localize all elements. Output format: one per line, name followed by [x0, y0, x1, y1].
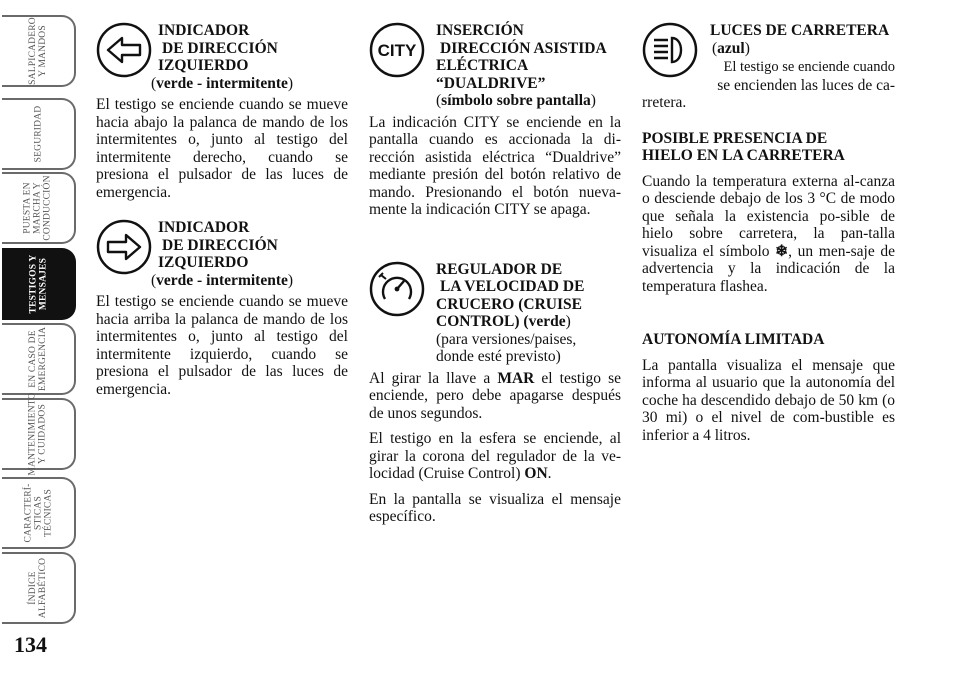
turn-right-title-1: INDICADOR: [158, 219, 250, 236]
ice-body: Cuando la temperatura externa al-canza o desciende debajo de los 3 °C de modo que señala la existencia po-sible de hielo sobre carretera, la pan-talla visualiza el símbolo ❄, un men-saje de advertencia y la indicación de la temperatura flashea.: [642, 172, 895, 295]
range-body: La pantalla visualiza el mensaje que informa al usuario que la autonomía del coche ha descendido debajo de 50 km (o 30 mi) o el nivel de com-bustible es inferior a 4 litros.: [642, 356, 895, 444]
turn-left-body: El testigo se enciende cuando se mueve hacia abajo la palanca de mando de los intermitentes o, junto al testigo del intermitente derecho, cuando se presiona el pulsador de las luces de emergencia.: [96, 96, 348, 201]
turn-right-arrow-icon: [96, 219, 152, 275]
turn-left-title-2: DE DIRECCIÓN: [162, 39, 278, 57]
turn-right-title-2: DE DIRECCIÓN: [162, 236, 278, 254]
column-2: [369, 22, 621, 534]
tab-puesta-en-marcha[interactable]: PUESTA EN MARCHA Y CONDUCCIÓN: [2, 172, 76, 244]
cruise-title-3: CRUCERO (CRUISE: [436, 295, 582, 313]
range-heading: AUTONOMÍA LIMITADA: [642, 331, 825, 348]
city-title-3: ELÉCTRICA: [436, 57, 529, 74]
high-beam-color: (azul): [712, 39, 750, 57]
tab-seguridad[interactable]: SEGURIDAD: [2, 98, 76, 170]
cruise-note-1: (para versiones/paises,: [436, 330, 577, 348]
turn-right-section: [96, 219, 348, 398]
cruise-body-2: El testigo en la esfera se enciende, al girar la corona del regulador de la ve-locidad (Cruise Control) ON.: [369, 430, 621, 482]
city-title-1: INSERCIÓN: [436, 22, 524, 39]
page-number: 134: [14, 632, 47, 657]
turn-right-title-3: IZQUIERDO: [158, 254, 249, 271]
turn-right-color: (verde - intermitente): [151, 271, 294, 289]
tab-emergencia[interactable]: EN CASO DE EMERGENCIA: [2, 323, 76, 395]
city-icon-label: CITY: [377, 41, 417, 60]
high-beam-body-1: El testigo se enciende cuando: [723, 59, 895, 75]
cruise-control-icon: [369, 261, 425, 317]
range-section: [642, 331, 895, 444]
city-title-2: DIRECCIÓN ASISTIDA: [440, 39, 607, 57]
ice-section: [642, 130, 895, 296]
tab-caracteristicas[interactable]: CARACTERÍ- STICAS TÉCNICAS: [2, 477, 76, 549]
cruise-body-3: En la pantalla se visualiza el mensaje específico.: [369, 490, 621, 525]
cruise-title-2: LA VELOCIDAD DE: [440, 278, 585, 295]
turn-left-color: (verde - intermitente): [151, 74, 294, 92]
cruise-note-2: donde esté previsto): [436, 348, 561, 365]
city-subtitle: (símbolo sobre pantalla): [436, 92, 596, 109]
tab-indice[interactable]: ÍNDICE ALFABÉTICO: [2, 552, 76, 624]
high-beam-section: [642, 22, 895, 112]
turn-left-title-3: IZQUIERDO: [158, 57, 249, 74]
turn-right-body: El testigo se enciende cuando se mueve hacia arriba la palanca de mando de los intermitentes o, junto al testigo del intermitente izquierdo, cuando se presiona el pulsador de las luces de emergencia.: [96, 293, 348, 398]
city-body: La indicación CITY se enciende en la pantalla cuando es accionada la di-rección asistida eléctrica “Dualdrive” mediante presión del botón relativo de mando. Presionando el botón nueva-mente la indicación CITY se apaga.: [369, 113, 621, 218]
cruise-title-4: CONTROL) (verde): [436, 313, 571, 330]
tab-salpicadero[interactable]: SALPICADERO Y MANDOS: [2, 15, 76, 87]
turn-left-section: [96, 22, 348, 201]
snowflake-icon: ❄: [775, 242, 789, 260]
tab-testigos-mensajes[interactable]: TESTIGOS Y MENSAJES: [2, 248, 76, 320]
turn-left-title-1: INDICADOR: [158, 22, 250, 39]
cruise-section: [369, 261, 621, 526]
ice-heading-1: POSIBLE PRESENCIA DE: [642, 129, 828, 147]
cruise-body-1: Al girar la llave a MAR el testigo se enciende, pero debe apagarse después de unos segundos.: [369, 369, 621, 422]
city-section: [369, 22, 621, 219]
high-beam-icon: [642, 22, 698, 78]
high-beam-body-3: rretera.: [642, 94, 687, 111]
turn-left-arrow-icon: [96, 22, 152, 78]
tab-mantenimiento[interactable]: MANTENIMIENTO Y CUIDADOS: [2, 398, 76, 470]
high-beam-body-2: se encienden las luces de ca-: [717, 76, 895, 94]
cruise-title-1: REGULADOR DE: [436, 260, 563, 278]
city-steering-icon: [369, 22, 425, 78]
ice-heading-2: HIELO EN LA CARRETERA: [642, 147, 845, 164]
city-title-4: “DUALDRIVE”: [436, 74, 546, 92]
column-3: [642, 22, 895, 452]
high-beam-title: LUCES DE CARRETERA: [710, 22, 890, 39]
column-1: [96, 22, 348, 406]
